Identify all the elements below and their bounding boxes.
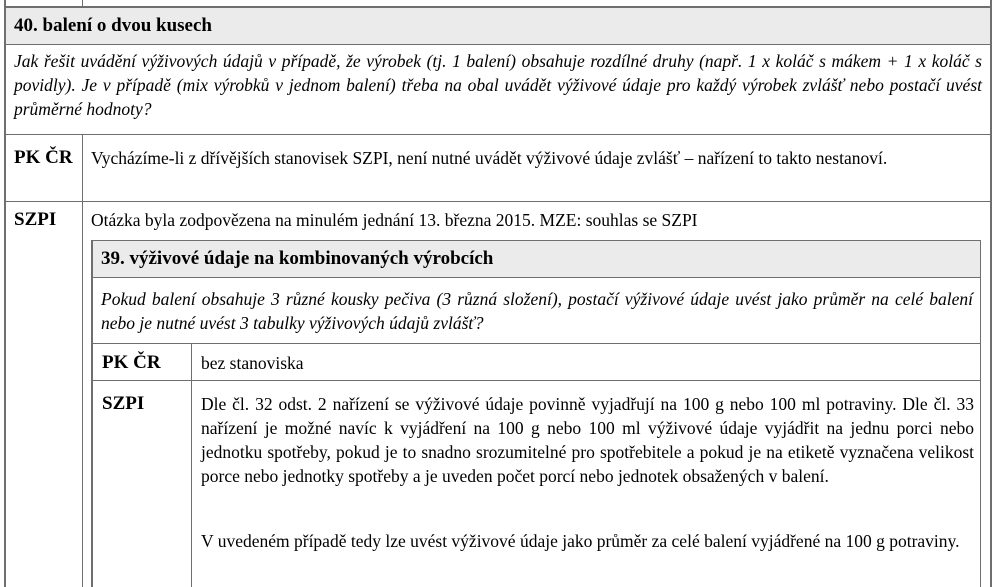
inner-szpi-answer-1: Dle čl. 32 odst. 2 nařízení se výživové údaje povinně vyjadřují na 100 g nebo 100 ml potraviny. Dle čl. 33 nařízení je možné navíc k vyjádření na 100 g nebo 100 ml výživové údaje vyjádřit na jednu porci nebo jednotku spotřeby, pokud je to snadno srozumitelné pro spotřebitele a pokud je na etiketě vyznačena velikost porce nebo jednotky spotřeby a je uveden počet porcí nebo jednotek obsažených v balení. bbox=[201, 394, 974, 486]
outer-pk-label: PK ČR bbox=[14, 147, 73, 168]
outer-question: Jak řešit uvádění výživových údajů v případě, že výrobek (tj. 1 balení) obsahuje rozdílné druhy (např. 1 x koláč s mákem + 1 x koláč s povidly). Je v případě (mix výrobků v jednom balení) třeba na obal uvádět výživové údaje pro každý výrobek zvlášť nebo postačí uvést průměrné hodnoty? bbox=[14, 51, 982, 119]
document-page bbox=[4, 0, 992, 587]
outer-szpi-label: SZPI bbox=[14, 209, 57, 230]
inner-title-row bbox=[91, 241, 980, 277]
border-line bbox=[191, 343, 192, 587]
border-line bbox=[91, 380, 981, 381]
border-line bbox=[990, 0, 992, 587]
border-line bbox=[91, 277, 981, 278]
border-line bbox=[91, 240, 981, 241]
border-line bbox=[91, 343, 981, 344]
inner-pk-label: PK ČR bbox=[102, 352, 161, 373]
outer-title-row bbox=[4, 7, 992, 45]
outer-szpi-answer: Otázka byla zodpovězena na minulém jednání 13. března 2015. MZE: souhlas se SZPI bbox=[91, 210, 698, 230]
border-line bbox=[4, 0, 6, 587]
border-line bbox=[82, 134, 83, 587]
inner-question: Pokud balení obsahuje 3 různé kousky pečiva (3 různá složení), postačí výživové údaje uvést jako průměr na celé balení nebo je nutné uvést 3 tabulky výživových údajů zvlášť? bbox=[101, 289, 973, 333]
border-line bbox=[980, 240, 981, 587]
border-line bbox=[4, 44, 992, 45]
outer-title: 40. balení o dvou kusech bbox=[14, 15, 212, 36]
inner-pk-answer: bez stanoviska bbox=[201, 353, 304, 373]
border-line bbox=[4, 134, 992, 135]
inner-title: 39. výživové údaje na kombinovaných výrobcích bbox=[101, 248, 494, 269]
border-line bbox=[91, 240, 93, 587]
border-line bbox=[82, 0, 83, 6]
inner-szpi-answer-2: V uvedeném případě tedy lze uvést výživové údaje jako průměr za celé balení vyjádřené na 100 g potraviny. bbox=[201, 531, 960, 551]
border-line bbox=[4, 6, 992, 8]
inner-szpi-label: SZPI bbox=[102, 393, 145, 414]
outer-pk-answer: Vycházíme-li z dřívějších stanovisek SZPI, není nutné uvádět výživové údaje zvlášť – nařízení to takto nestanoví. bbox=[91, 148, 888, 168]
border-line bbox=[4, 201, 992, 202]
